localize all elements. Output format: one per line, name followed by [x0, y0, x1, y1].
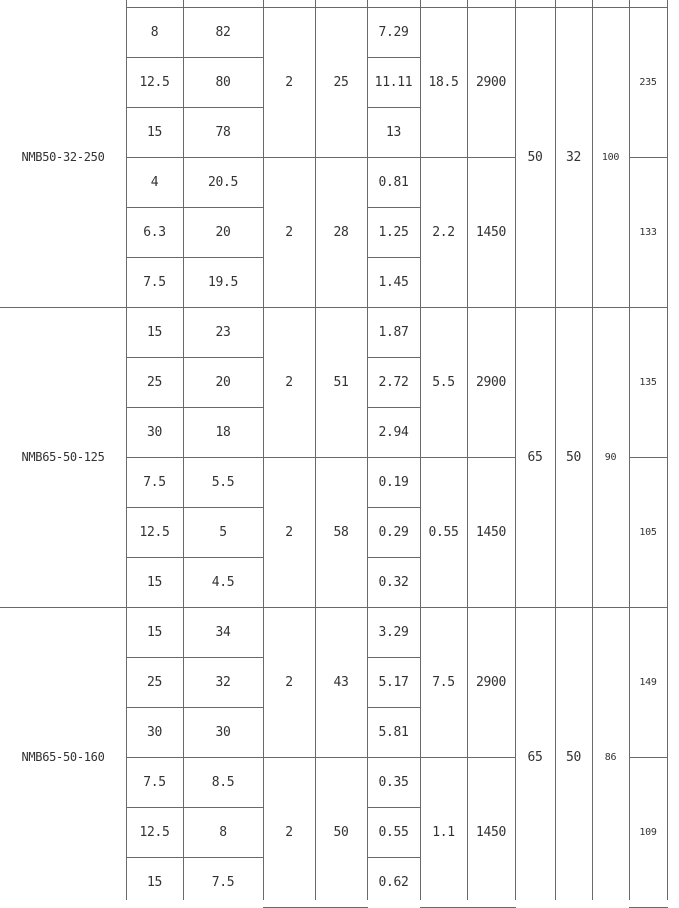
speed-rpm-cell: 2900 [475, 74, 507, 90]
motor-power-cell: 5.5 [432, 374, 455, 390]
head-cell: 20.5 [207, 174, 239, 190]
npsh-cell: 2 [285, 524, 293, 540]
head-cell: 19.5 [207, 274, 239, 290]
head-cell: 23 [215, 324, 231, 340]
npsh-cell: 2 [285, 74, 293, 90]
head-cell: 20 [215, 224, 231, 240]
flow-cell: 30 [146, 724, 163, 740]
flow-cell: 6.3 [143, 224, 166, 240]
flow-cell: 7.5 [143, 274, 166, 290]
shaft-power-cell: 2.72 [378, 374, 409, 390]
outlet-diameter-cell: 50 [565, 749, 582, 765]
head-cell: 5 [219, 524, 227, 540]
shaft-power-cell: 0.35 [378, 774, 409, 790]
shaft-power-cell: 5.17 [378, 674, 409, 690]
speed-rpm-cell: 1450 [475, 524, 507, 540]
flow-cell: 15 [146, 124, 163, 140]
flow-cell: 4 [150, 174, 159, 190]
speed-rpm-cell: 2900 [475, 374, 507, 390]
shaft-power-cell: 2.94 [378, 424, 409, 440]
outlet-diameter-cell: 50 [565, 449, 582, 465]
shaft-power-cell: 3.29 [378, 624, 409, 640]
efficiency-cell: 58 [333, 524, 349, 540]
flow-cell: 12.5 [139, 824, 170, 840]
weight-cell: 135 [639, 376, 657, 388]
head-cell: 18 [215, 424, 231, 440]
head-cell: 8.5 [211, 774, 235, 790]
motor-power-cell: 0.55 [428, 524, 459, 540]
shaft-power-cell: 7.29 [378, 24, 409, 40]
flow-cell: 15 [146, 624, 163, 640]
flow-cell: 25 [146, 674, 163, 690]
inlet-diameter-cell: 65 [527, 449, 543, 465]
impeller-cell: 100 [601, 151, 620, 163]
motor-power-cell: 2.2 [432, 224, 455, 240]
flow-cell: 7.5 [143, 774, 166, 790]
flow-cell: 15 [146, 874, 163, 890]
impeller-cell: 86 [604, 751, 617, 763]
model-cell: NMB65-50-160 [21, 750, 105, 764]
shaft-power-cell: 11.11 [374, 74, 413, 90]
head-cell: 78 [215, 124, 231, 140]
shaft-power-cell: 13 [385, 124, 402, 140]
shaft-power-cell: 0.29 [378, 524, 409, 540]
shaft-power-cell: 0.55 [378, 824, 409, 840]
shaft-power-cell: 5.81 [378, 724, 409, 740]
head-cell: 82 [215, 24, 231, 40]
speed-rpm-cell: 1450 [475, 824, 507, 840]
efficiency-cell: 28 [333, 224, 349, 240]
efficiency-cell: 51 [333, 374, 349, 390]
shaft-power-cell: 0.19 [378, 474, 409, 490]
head-cell: 5.5 [211, 474, 235, 490]
head-cell: 7.5 [211, 874, 235, 890]
shaft-power-cell: 0.81 [378, 174, 409, 190]
speed-rpm-cell: 1450 [475, 224, 507, 240]
flow-cell: 12.5 [139, 74, 170, 90]
flow-cell: 7.5 [143, 474, 166, 490]
model-cell: NMB65-50-125 [21, 450, 105, 464]
efficiency-cell: 50 [333, 824, 349, 840]
shaft-power-cell: 0.32 [378, 574, 409, 590]
weight-cell: 133 [639, 226, 657, 238]
flow-cell: 15 [146, 324, 163, 340]
motor-power-cell: 7.5 [432, 674, 455, 690]
head-cell: 80 [215, 74, 231, 90]
npsh-cell: 2 [285, 674, 293, 690]
weight-cell: 235 [639, 76, 657, 88]
head-cell: 4.5 [211, 574, 235, 590]
inlet-diameter-cell: 65 [527, 749, 543, 765]
flow-cell: 15 [146, 574, 163, 590]
motor-power-cell: 1.1 [432, 824, 455, 840]
shaft-power-cell: 1.25 [378, 224, 409, 240]
npsh-cell: 2 [285, 824, 293, 840]
weight-cell: 109 [639, 826, 657, 838]
weight-cell: 105 [639, 526, 657, 538]
head-cell: 34 [215, 624, 231, 640]
efficiency-cell: 43 [333, 674, 349, 690]
grid-line-vertical [263, 0, 264, 900]
shaft-power-cell: 1.87 [378, 324, 409, 340]
shaft-power-cell: 0.62 [378, 874, 409, 890]
model-cell: NMB50-32-250 [21, 150, 105, 164]
flow-cell: 30 [146, 424, 163, 440]
outlet-diameter-cell: 32 [565, 149, 582, 165]
flow-cell: 25 [146, 374, 163, 390]
efficiency-cell: 25 [333, 74, 349, 90]
weight-cell: 149 [639, 676, 657, 688]
head-cell: 32 [215, 674, 231, 690]
flow-cell: 8 [150, 24, 159, 40]
inlet-diameter-cell: 50 [527, 149, 543, 165]
head-cell: 20 [215, 374, 231, 390]
shaft-power-cell: 1.45 [378, 274, 409, 290]
npsh-cell: 2 [285, 224, 293, 240]
grid-line-vertical [667, 0, 668, 900]
head-cell: 30 [215, 724, 231, 740]
npsh-cell: 2 [285, 374, 293, 390]
motor-power-cell: 18.5 [428, 74, 459, 90]
flow-cell: 12.5 [139, 524, 170, 540]
impeller-cell: 90 [604, 451, 617, 463]
speed-rpm-cell: 2900 [475, 674, 507, 690]
head-cell: 8 [219, 824, 227, 840]
